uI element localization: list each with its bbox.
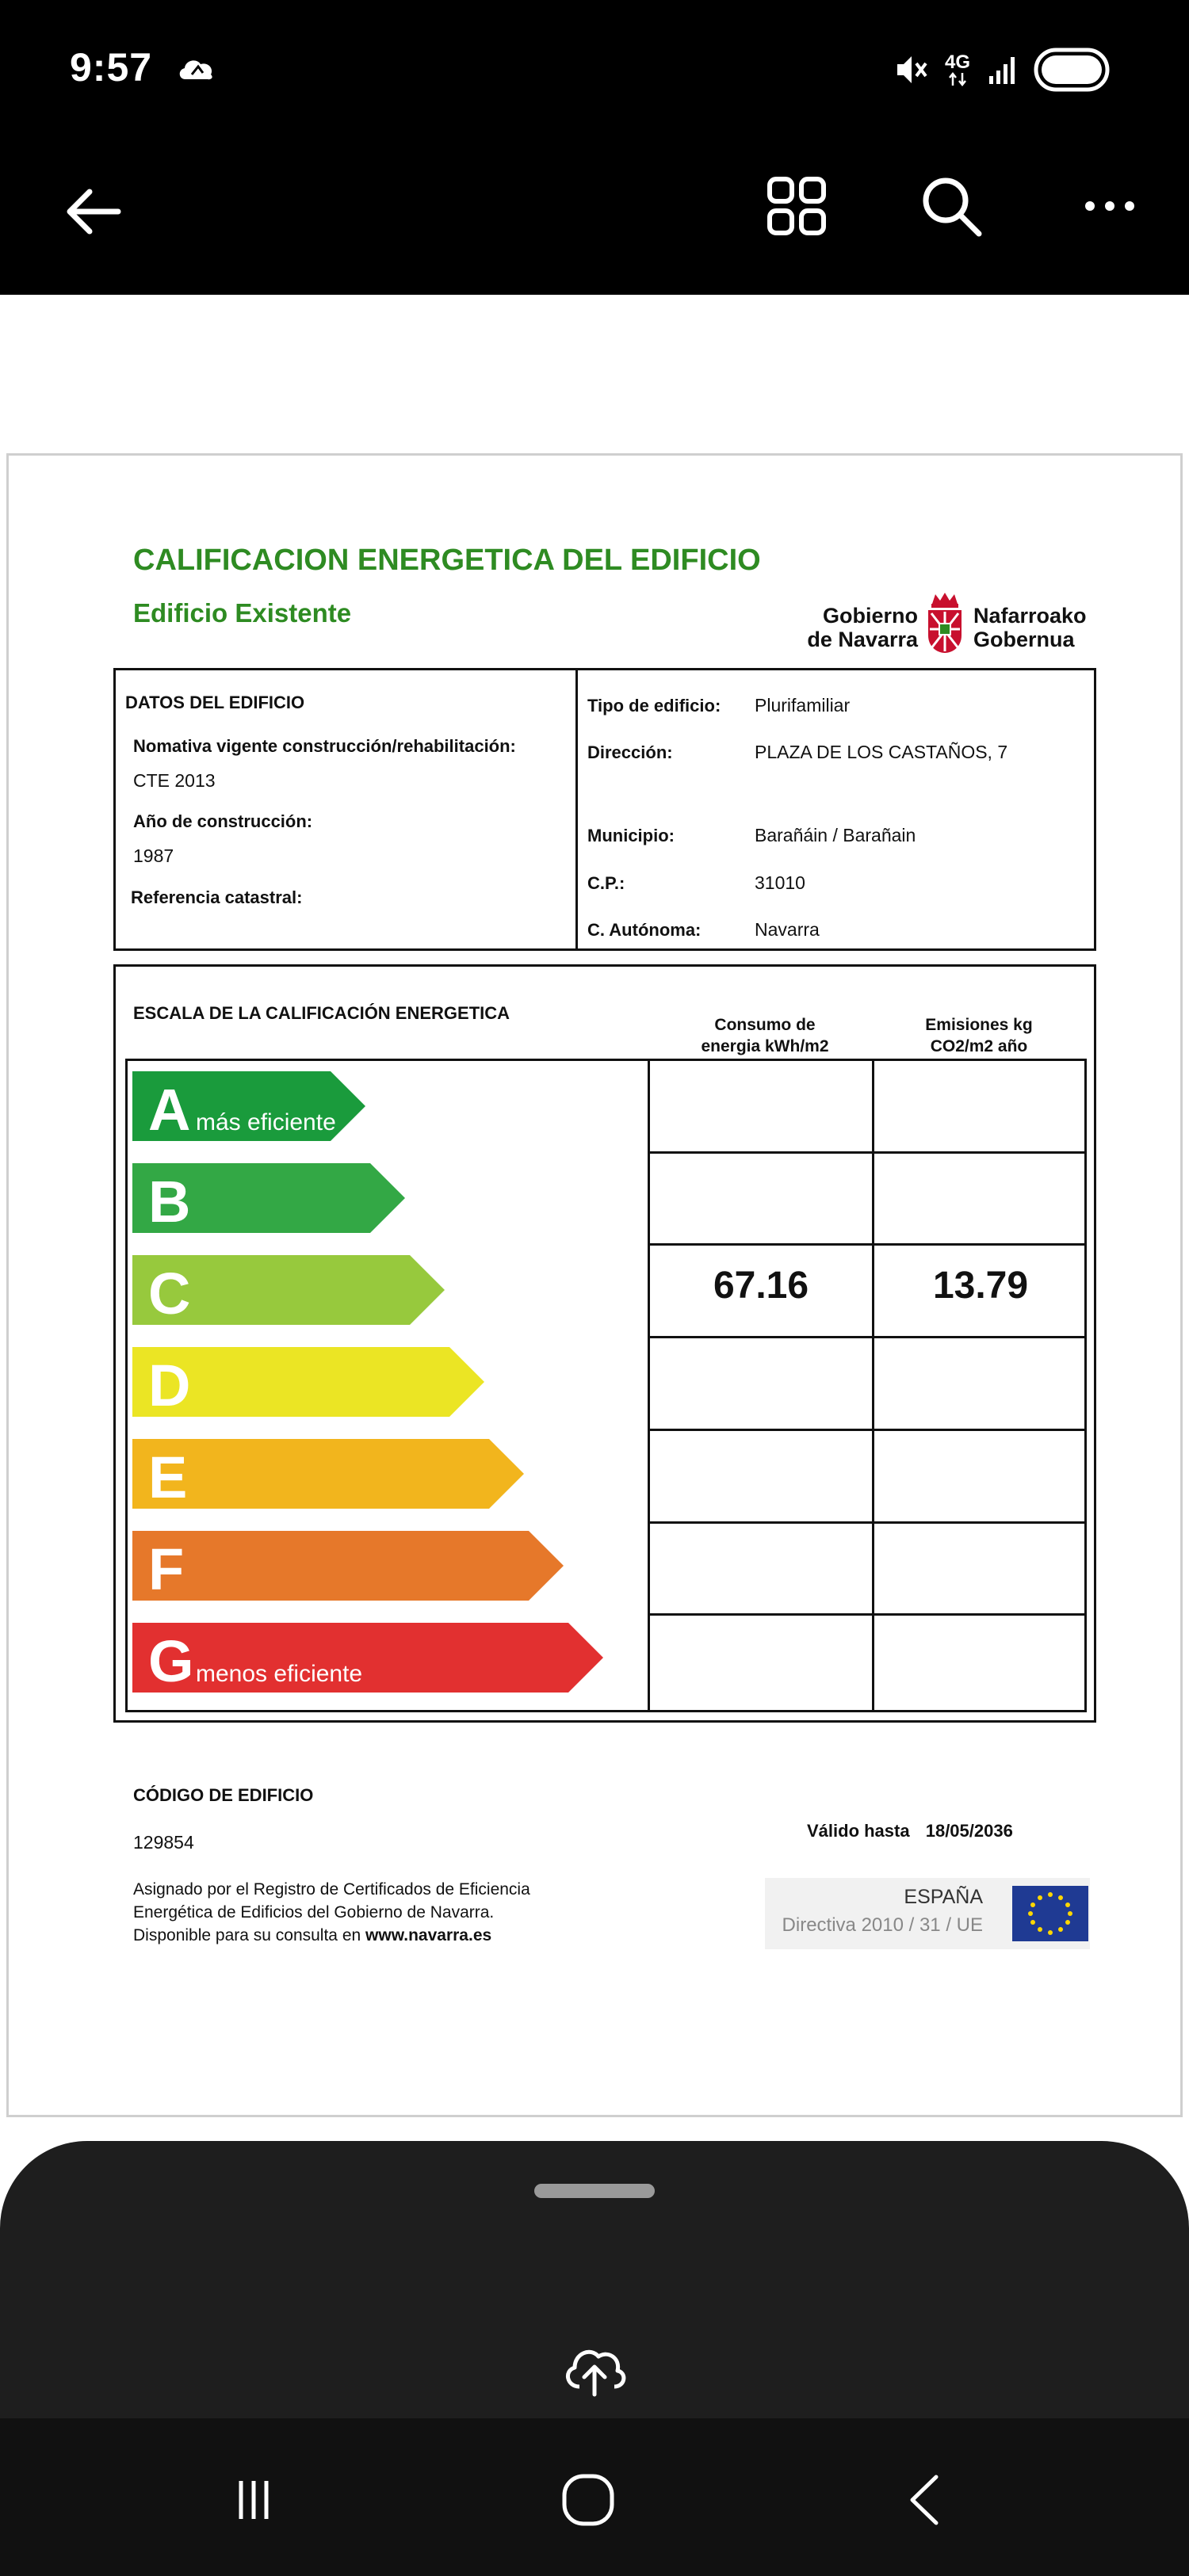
rating-bar-a — [132, 1071, 365, 1143]
rating-bar-g — [132, 1623, 603, 1694]
registry-note — [133, 1878, 530, 1947]
year-label: Año de construcción: — [133, 811, 313, 831]
mute-icon — [893, 52, 929, 88]
scale-section-label: ESCALA DE LA CALIFICACIÓN ENERGETICA — [133, 1003, 510, 1023]
registry-line-3: Disponible para su consulta en — [133, 1926, 361, 1944]
direccion-value: PLAZA DE LOS CASTAÑOS, 7 — [755, 742, 1008, 762]
valid-until — [807, 1821, 1013, 1841]
registry-line-1: Asignado por el Registro de Certificados de Eficiencia — [133, 1880, 530, 1899]
eu-country: ESPAÑA — [904, 1886, 983, 1908]
valid-until-label: Válido hasta — [807, 1821, 910, 1841]
gobierno-navarra-logo — [793, 586, 1102, 662]
eu-flag-icon — [1012, 1886, 1088, 1941]
logo-text-left-1: Gobierno — [823, 604, 918, 628]
scale-grid-line — [648, 1243, 1087, 1246]
grid-view-button[interactable] — [757, 166, 836, 246]
rating-bar-c — [132, 1255, 445, 1326]
rating-letter-f: F — [148, 1536, 185, 1602]
municipio-label: Municipio: — [587, 826, 675, 845]
rating-letter-g: G — [148, 1628, 194, 1694]
cadastral-label: Referencia catastral: — [131, 887, 303, 907]
emisiones-header-line-1: Emisiones kg — [925, 1016, 1033, 1034]
rating-caption-a: más eficiente — [196, 1109, 336, 1135]
navarra-coat-of-arms-icon — [924, 590, 965, 654]
logo-text-right-1: Nafarroako — [973, 604, 1087, 628]
more-options-icon — [1082, 198, 1137, 214]
emisiones-value-c: 13.79 — [932, 1265, 1029, 1307]
cp-value: 31010 — [755, 872, 805, 893]
upload-cloud-icon — [560, 2339, 629, 2399]
logo-text-right-2: Gobernua — [973, 628, 1075, 651]
consumo-header-line-2: energia kWh/m2 — [701, 1037, 829, 1055]
search-button[interactable] — [912, 166, 991, 246]
nav-back-button[interactable] — [885, 2464, 964, 2536]
back-arrow-icon — [61, 184, 124, 239]
cloud-sync-icon — [176, 55, 217, 82]
data-arrows-icon — [947, 72, 968, 86]
grid-view-icon — [765, 174, 828, 238]
scale-grid-line — [648, 1613, 1087, 1616]
sheet-drag-handle[interactable] — [534, 2184, 655, 2198]
building-data-divider — [575, 668, 578, 951]
municipio-value: Barañáin / Barañain — [755, 825, 916, 845]
emisiones-header-line-2: CO2/m2 año — [930, 1037, 1028, 1055]
recent-apps-icon — [230, 2476, 277, 2524]
rating-bar-f — [132, 1531, 564, 1602]
eu-directive: Directiva 2010 / 31 / UE — [782, 1914, 983, 1936]
document-title: CALIFICACION ENERGETICA DEL EDIFICIO — [133, 544, 761, 577]
building-code-value: 129854 — [133, 1832, 194, 1853]
recent-apps-button[interactable] — [214, 2464, 293, 2536]
search-icon — [919, 174, 984, 239]
network-type-label: 4G — [944, 52, 970, 73]
back-button[interactable] — [57, 176, 128, 247]
logo-text-left-2: de Navarra — [807, 628, 918, 651]
registry-url: www.navarra.es — [365, 1926, 492, 1944]
rating-bar-b — [132, 1163, 405, 1235]
direccion-label: Dirección: — [587, 742, 673, 762]
back-nav-icon — [904, 2472, 944, 2528]
building-code-label: CÓDIGO DE EDIFICIO — [133, 1785, 314, 1805]
normativa-label: Nomativa vigente construcción/rehabilitación: — [133, 736, 516, 756]
status-time: 9:57 — [70, 45, 153, 90]
rating-letter-e: E — [148, 1444, 188, 1510]
registry-line-2: Energética de Edificios del Gobierno de Navarra. — [133, 1903, 495, 1922]
autonoma-value: Navarra — [755, 919, 820, 940]
scale-grid-line — [648, 1336, 1087, 1338]
autonoma-label: C. Autónoma: — [587, 920, 702, 940]
consumo-value-c: 67.16 — [713, 1265, 809, 1307]
scale-grid-line — [648, 1429, 1087, 1431]
scale-grid-line — [648, 1521, 1087, 1524]
consumo-header-line-1: Consumo de — [714, 1016, 816, 1034]
tipo-value: Plurifamiliar — [755, 695, 851, 716]
home-icon — [560, 2472, 616, 2528]
energy-rating-bars — [129, 1068, 637, 1702]
more-options-button[interactable] — [1070, 174, 1149, 238]
tipo-label: Tipo de edificio: — [587, 696, 721, 716]
rating-bar-d — [132, 1347, 484, 1418]
upload-button[interactable] — [555, 2330, 634, 2409]
home-button[interactable] — [549, 2464, 628, 2536]
eu-directive-badge — [765, 1878, 1090, 1949]
valid-until-date: 18/05/2036 — [925, 1821, 1013, 1841]
scale-grid-line — [648, 1151, 1087, 1154]
rating-letter-d: D — [148, 1353, 191, 1418]
status-icons — [893, 44, 1110, 95]
cp-label: C.P.: — [587, 873, 625, 893]
rating-bar-e — [132, 1439, 524, 1510]
normativa-value: CTE 2013 — [133, 770, 216, 791]
document-subtitle: Edificio Existente — [133, 598, 352, 628]
consumo-header — [666, 1014, 864, 1057]
battery-icon — [1034, 48, 1110, 92]
rating-caption-g: menos eficiente — [196, 1661, 363, 1687]
rating-letter-b: B — [148, 1169, 191, 1235]
signal-icon — [986, 54, 1018, 86]
year-value: 1987 — [133, 845, 174, 866]
rating-letter-a: A — [148, 1077, 191, 1143]
building-section-label: DATOS DEL EDIFICIO — [125, 693, 305, 712]
rating-letter-c: C — [148, 1261, 191, 1326]
emisiones-header — [880, 1014, 1078, 1057]
